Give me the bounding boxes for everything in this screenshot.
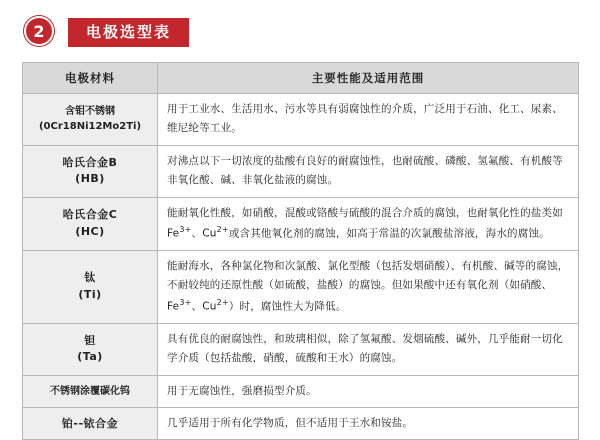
- section-number-badge: 2: [24, 16, 54, 46]
- table-header-row: [23, 63, 579, 94]
- material-name: 含钼不锈钢: [65, 106, 115, 118]
- material-code: (HB): [75, 172, 105, 186]
- table-row: [23, 323, 579, 375]
- material-code: (Ta): [77, 350, 103, 364]
- performance-description-cell: 能耐氧化性酸，如硝酸，混酸或铬酸与硫酸的混合介质的腐蚀，也耐氧化性的盐类如$Fe^{3+}$、$Cu^{2+}$或含其他氧化剂的腐蚀，如高于常温的次氯酸盐溶液，海水的腐蚀。: [158, 197, 579, 250]
- electrode-material-cell: [23, 251, 158, 324]
- performance-description-cell: 具有优良的耐腐蚀性，和玻璃相似，除了氢氟酸、发烟硫酸、碱外，几乎能耐一切化学介质（包括盐酸，硝酸，硫酸和王水）的腐蚀。: [158, 323, 579, 375]
- material-code: (0Cr18Ni12Mo2Ti): [38, 121, 142, 133]
- page-title: 电极选型表: [68, 18, 189, 47]
- electrode-material-cell: [23, 408, 158, 440]
- material-name: 铂--铱合金: [61, 416, 119, 430]
- performance-description-cell: 对沸点以下一切浓度的盐酸有良好的耐腐蚀性，也耐硫酸、磷酸、氢氟酸、有机酸等非氧化酸、碱、非氧化盐液的腐蚀。: [158, 145, 579, 197]
- table-row: [23, 375, 579, 407]
- page-header: [22, 14, 578, 48]
- table-row: [23, 145, 579, 197]
- electrode-material-cell: [23, 375, 158, 407]
- column-header-material: 电极材料: [23, 63, 158, 94]
- material-code: (Ti): [78, 287, 102, 301]
- material-name: 哈氏合金C: [62, 208, 118, 222]
- table-row: [23, 197, 579, 250]
- performance-description-cell: 几乎适用于所有化学物质，但不适用于王水和铵盐。: [158, 408, 579, 440]
- performance-description-cell: 用于工业水、生活用水、污水等具有弱腐蚀性的介质，广泛用于石油、化工、尿素、维尼纶等工业。: [158, 94, 579, 146]
- table-body: [23, 94, 579, 440]
- electrode-material-cell: [23, 323, 158, 375]
- material-name: 钽: [84, 333, 96, 347]
- electrode-material-cell: [23, 94, 158, 146]
- performance-description-cell: 用于无腐蚀性，强磨损型介质。: [158, 375, 579, 407]
- material-code: (HC): [75, 224, 105, 238]
- performance-description-cell: 能耐海水，各种氯化物和次氯酸、氯化型酸（包括发烟硝酸）、有机酸、碱等的腐蚀，不耐较纯的还原性酸（如硫酸，盐酸）的腐蚀。但如果酸中还有氧化剂（如硝酸、$Fe^{3+}$、$Cu^{2+}$）时，腐蚀性大为降低。: [158, 251, 579, 324]
- table-row: [23, 408, 579, 440]
- table-header: [23, 63, 579, 94]
- electrode-selection-table: [22, 62, 579, 440]
- table-row: [23, 94, 579, 146]
- material-name: 哈氏合金B: [62, 155, 118, 169]
- material-name: 钛: [84, 271, 96, 285]
- electrode-material-cell: [23, 197, 158, 250]
- material-name: 不锈钢涂覆碳化钨: [50, 385, 130, 397]
- table-row: [23, 251, 579, 324]
- electrode-material-cell: [23, 145, 158, 197]
- column-header-performance: 主要性能及适用范围: [158, 63, 579, 94]
